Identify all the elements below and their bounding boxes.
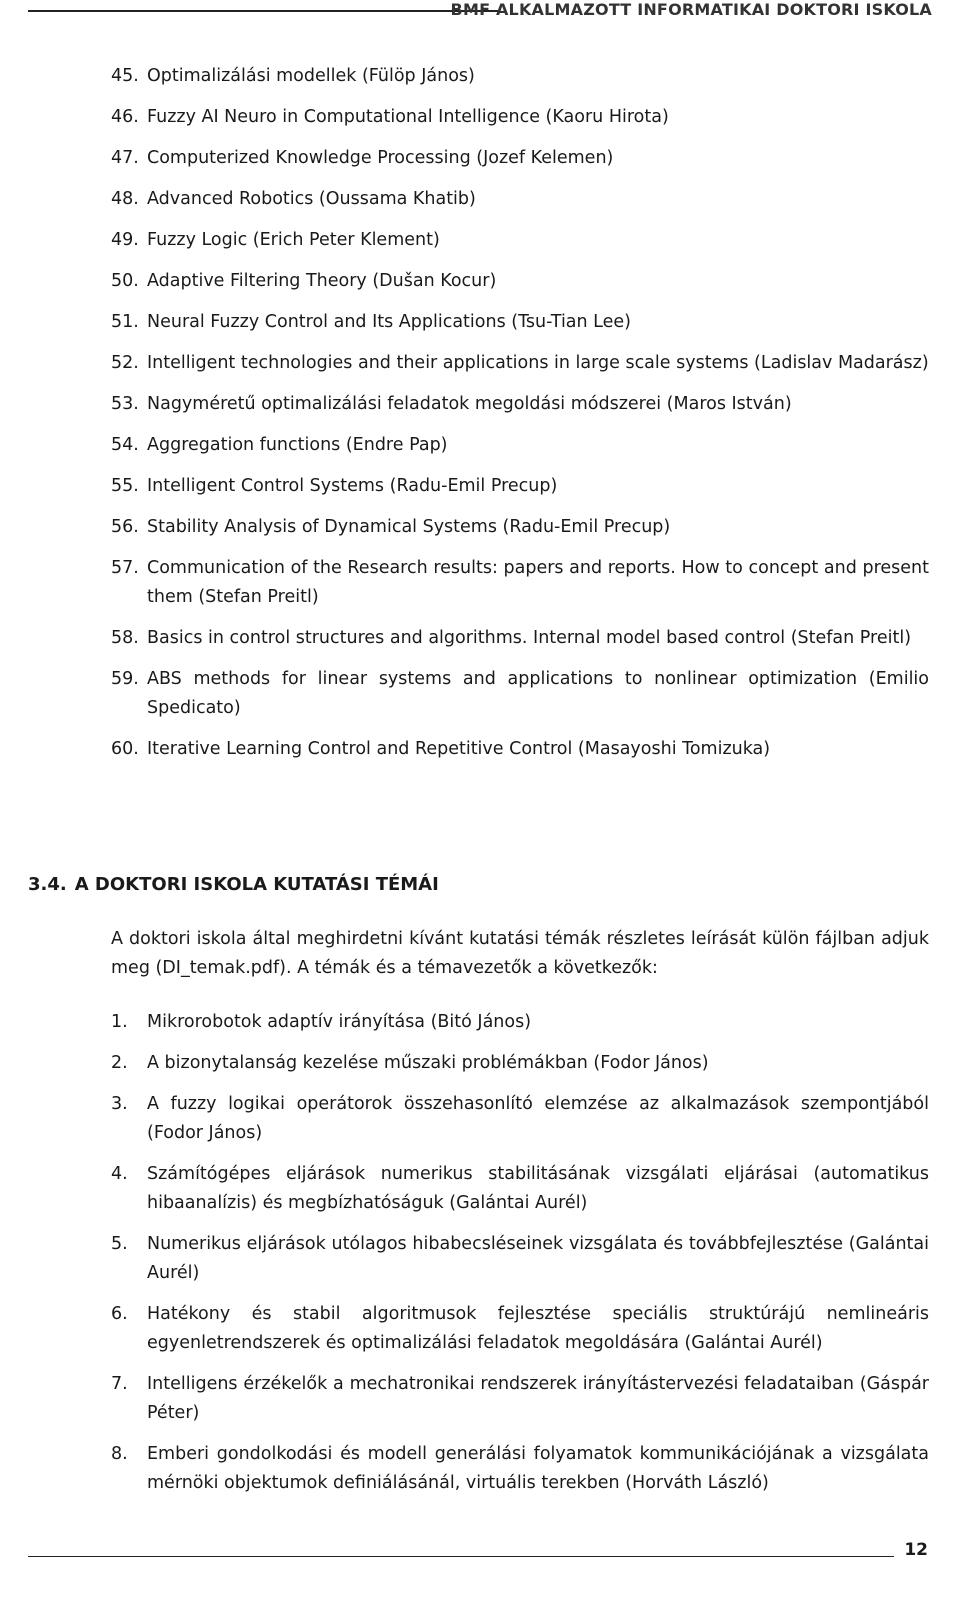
item-text: Basics in control structures and algorithms. Internal model based control (Stefan Preitl) [147, 628, 912, 648]
list-item [111, 349, 929, 378]
item-text: Számítógépes eljárások numerikus stabilitásának vizsgálati eljárásai (automatikus hibaanalízis) és megbízhatóságuk (Galántai Aurél) [147, 1164, 929, 1213]
item-number: 49. [111, 230, 139, 250]
item-text: Communication of the Research results: papers and reports. How to concept and present them (Stefan Preitl) [147, 558, 929, 607]
item-text: Advanced Robotics (Oussama Khatib) [147, 189, 476, 209]
list-item [111, 144, 929, 173]
item-text: A fuzzy logikai operátorok összehasonlító elemzése az alkalmazások szempontjából (Fodor János) [147, 1094, 929, 1143]
item-text: Fuzzy Logic (Erich Peter Klement) [147, 230, 440, 250]
header-title: BMF ALKALMAZOTT INFORMATIKAI DOKTORI ISKOLA [450, 0, 932, 19]
list-item [111, 665, 929, 723]
list-item [111, 1090, 929, 1148]
list-item [111, 103, 929, 132]
item-number: 52. [111, 353, 139, 373]
item-number: 4. [111, 1164, 128, 1184]
item-number: 48. [111, 189, 139, 209]
list-item [111, 62, 929, 91]
item-number: 55. [111, 476, 139, 496]
list-item [111, 431, 929, 460]
item-text: Aggregation functions (Endre Pap) [147, 435, 448, 455]
item-number: 56. [111, 517, 139, 537]
list-item [111, 624, 929, 653]
item-text: Optimalizálási modellek (Fülöp János) [147, 66, 475, 86]
item-text: Neural Fuzzy Control and Its Applications (Tsu-Tian Lee) [147, 312, 631, 332]
item-number: 3. [111, 1094, 128, 1114]
item-text: Intelligent Control Systems (Radu-Emil Precup) [147, 476, 558, 496]
list-item [111, 1440, 929, 1498]
section-heading [28, 874, 439, 895]
list-item [111, 735, 929, 764]
item-text: Fuzzy AI Neuro in Computational Intelligence (Kaoru Hirota) [147, 107, 669, 127]
item-text: A bizonytalanság kezelése műszaki problémákban (Fodor János) [147, 1053, 709, 1073]
section-intro: A doktori iskola által meghirdetni kívánt kutatási témák részletes leírását külön fájlban adjuk meg (DI_temak.pdf). A témák és a témavezetők a következők: [111, 929, 929, 978]
list-item [111, 513, 929, 542]
course-list [111, 62, 929, 776]
item-number: 46. [111, 107, 139, 127]
item-text: Mikrorobotok adaptív irányítása (Bitó János) [147, 1012, 532, 1032]
item-number: 7. [111, 1374, 128, 1394]
item-text: Hatékony és stabil algoritmusok fejlesztése speciális struktúrájú nemlineáris egyenletrendszerek és optimalizálási feladatok megoldására (Galántai Aurél) [147, 1304, 929, 1353]
footer-rule [28, 1556, 894, 1557]
section-title: A DOKTORI ISKOLA KUTATÁSI TÉMÁI [74, 874, 439, 895]
item-number: 59. [111, 669, 139, 689]
item-text: Emberi gondolkodási és modell generálási folyamatok kommunikációjának a vizsgálata mérnöki objektumok definiálásánál, virtuális terekben (Horváth László) [147, 1444, 929, 1493]
list-item [111, 267, 929, 296]
item-text: Numerikus eljárások utólagos hibabecsléseinek vizsgálata és továbbfejlesztése (Galántai Aurél) [147, 1234, 929, 1283]
section-number: 3.4. [28, 874, 67, 895]
item-text: Stability Analysis of Dynamical Systems (Radu-Emil Precup) [147, 517, 671, 537]
list-item [111, 1370, 929, 1428]
item-number: 53. [111, 394, 139, 414]
item-text: Computerized Knowledge Processing (Jozef Kelemen) [147, 148, 614, 168]
item-number: 54. [111, 435, 139, 455]
item-text: Nagyméretű optimalizálási feladatok megoldási módszerei (Maros István) [147, 394, 792, 414]
item-number: 57. [111, 558, 139, 578]
item-number: 47. [111, 148, 139, 168]
item-number: 51. [111, 312, 139, 332]
item-number: 5. [111, 1234, 128, 1254]
item-number: 1. [111, 1012, 128, 1032]
list-item [111, 1008, 929, 1037]
list-item [111, 472, 929, 501]
header-rule [28, 10, 498, 12]
item-number: 58. [111, 628, 139, 648]
list-item [111, 554, 929, 612]
item-text: Adaptive Filtering Theory (Dušan Kocur) [147, 271, 497, 291]
item-number: 60. [111, 739, 139, 759]
list-item [111, 1230, 929, 1288]
item-number: 50. [111, 271, 139, 291]
item-number: 8. [111, 1444, 128, 1464]
item-text: ABS methods for linear systems and applications to nonlinear optimization (Emilio Spedicato) [147, 669, 929, 718]
list-item [111, 308, 929, 337]
item-text: Iterative Learning Control and Repetitive Control (Masayoshi Tomizuka) [147, 739, 771, 759]
topic-list [111, 1008, 929, 1510]
list-item [111, 390, 929, 419]
list-item [111, 1049, 929, 1078]
item-number: 6. [111, 1304, 128, 1324]
page-number: 12 [904, 1540, 928, 1560]
list-item [111, 226, 929, 255]
list-item [111, 1300, 929, 1358]
item-text: Intelligent technologies and their applications in large scale systems (Ladislav Madarász) [147, 353, 929, 373]
list-item [111, 1160, 929, 1218]
item-number: 45. [111, 66, 139, 86]
item-text: Intelligens érzékelők a mechatronikai rendszerek irányítástervezési feladataiban (Gáspár Péter) [147, 1374, 929, 1423]
list-item [111, 185, 929, 214]
item-number: 2. [111, 1053, 128, 1073]
